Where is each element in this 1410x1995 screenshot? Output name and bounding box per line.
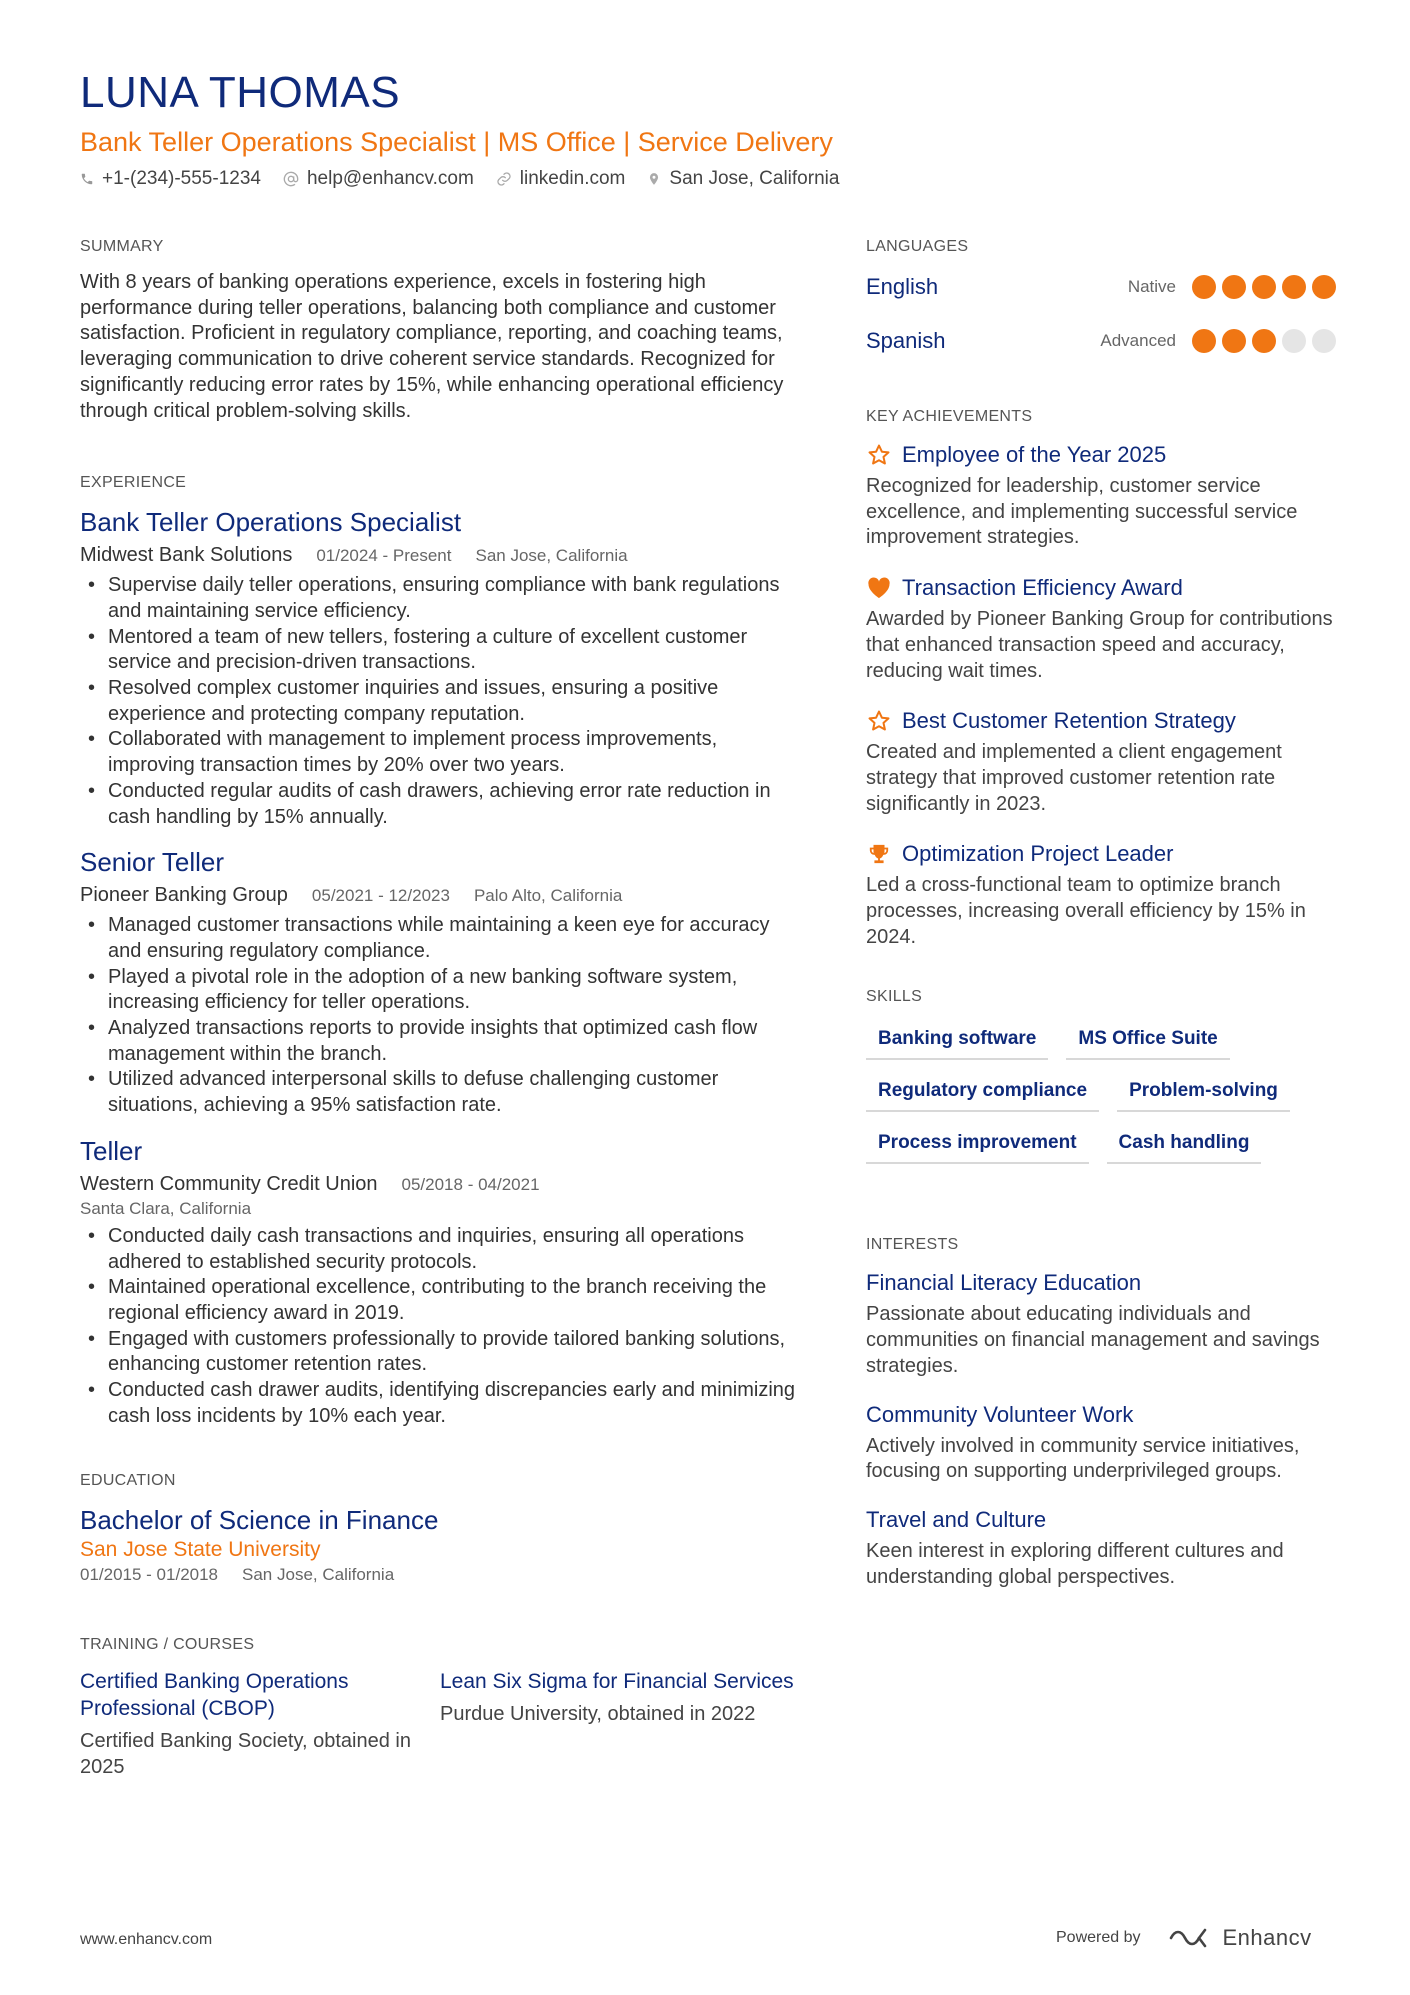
rating-dot-filled — [1222, 275, 1246, 299]
course-subtitle: Purdue University, obtained in 2022 — [440, 1702, 756, 1725]
left-column — [80, 238, 800, 1780]
bullet-item: • Collaborated with management to implement process improvements, improving transaction times by 20% over two years. — [80, 727, 800, 778]
candidate-headline: Bank Teller Operations Specialist | MS Office | Service Delivery — [80, 127, 833, 157]
language-name: Spanish — [866, 328, 946, 353]
bullet-item: • Supervise daily teller operations, ensuring compliance with bank regulations and maintaining service efficiency. — [80, 573, 800, 624]
job-dates: 05/2018 - 04/2021 — [401, 1174, 540, 1194]
education-degree: Bachelor of Science in Finance — [80, 1504, 439, 1535]
job-meta — [80, 542, 800, 569]
heart-icon — [866, 575, 892, 601]
section-title: EDUCATION — [80, 1471, 176, 1489]
section-title: INTERESTS — [866, 1236, 959, 1254]
course-item — [440, 1668, 800, 1780]
skill-list — [866, 1022, 1326, 1164]
achievement-title: Transaction Efficiency Award — [902, 575, 1183, 601]
bullet-item: • Resolved complex customer inquiries and issues, ensuring a positive experience and protecting company reputation. — [80, 676, 800, 727]
achievement-item — [866, 573, 1336, 684]
location-pin-icon — [647, 171, 661, 187]
job-meta — [80, 882, 800, 909]
course-item — [80, 1668, 440, 1780]
achievement-title: Employee of the Year 2025 — [902, 442, 1167, 467]
language-level: Native — [1127, 277, 1176, 296]
interest-title: Travel and Culture — [866, 1506, 1047, 1532]
job-company: Pioneer Banking Group — [80, 884, 288, 907]
at-icon — [283, 171, 299, 187]
contact-bar — [80, 168, 861, 190]
education-school: San Jose State University — [80, 1537, 321, 1561]
education-dates: 01/2015 - 01/2018 — [80, 1564, 219, 1584]
achievement-title: Best Customer Retention Strategy — [902, 708, 1236, 734]
achievement-item — [866, 839, 1336, 950]
rating-dot-empty — [1282, 329, 1306, 353]
summary-section — [80, 238, 800, 424]
job-entry — [80, 506, 800, 830]
job-company: Midwest Bank Solutions — [80, 544, 293, 567]
job-dates: 05/2021 - 12/2023 — [311, 886, 450, 906]
education-location: San Jose, California — [242, 1564, 395, 1584]
contact-location-text: San Jose, California — [669, 168, 840, 189]
job-company: Western Community Credit Union — [80, 1172, 378, 1195]
powered-by-label: Powered by — [1056, 1929, 1141, 1946]
bullet-item: • Utilized advanced interpersonal skills to defuse challenging customer situations, achieving a 95% satisfaction rate. — [80, 1067, 800, 1118]
bullet-item: • Mentored a team of new tellers, fostering a culture of excellent customer service and precision-driven transactions. — [80, 625, 800, 676]
bullet-item: • Played a pivotal role in the adoption of a new banking software system, increasing efficiency for teller operations. — [80, 965, 800, 1016]
star-outline-icon — [866, 708, 892, 734]
footer-branding[interactable] — [1056, 1925, 1312, 1951]
achievement-item — [866, 440, 1336, 551]
contact-location — [647, 168, 839, 190]
enhancv-logo-icon — [1167, 1925, 1215, 1951]
job-location: San Jose, California — [475, 546, 628, 566]
course-title: Lean Six Sigma for Financial Services — [440, 1669, 794, 1693]
summary-text: With 8 years of banking operations experience, excels in fostering high performance during teller operations, balancing both compliance and customer satisfaction. Proficient in regulatory compliance, reporting, and coaching teams, leveraging communication to drive coherent service standards. Recognized for significantly reducing error rates by 15%, while enhancing operational efficiency through critical problem-solving skills. — [80, 271, 784, 422]
bullet-item: • Maintained operational excellence, contributing to the branch receiving the regional efficiency award in 2019. — [80, 1275, 800, 1326]
achievements-section — [866, 408, 1336, 950]
achievement-item — [866, 706, 1336, 817]
job-bullets — [80, 913, 800, 1119]
section-title: EXPERIENCE — [80, 474, 187, 492]
job-title: Teller — [80, 1135, 143, 1166]
interest-item — [866, 1505, 1336, 1590]
rating-dot-filled — [1252, 329, 1276, 353]
course-title: Certified Banking Operations Professional (CBOP) — [80, 1669, 349, 1720]
job-entry — [80, 1135, 800, 1430]
job-location: Santa Clara, California — [80, 1198, 252, 1218]
job-location: Palo Alto, California — [473, 886, 623, 906]
interest-desc: Actively involved in community service initiatives, focusing on supporting underprivileged groups. — [866, 1434, 1300, 1483]
achievement-desc: Awarded by Pioneer Banking Group for contributions that enhanced transaction speed and accuracy, reducing wait times. — [866, 608, 1333, 682]
job-meta — [80, 1171, 800, 1198]
skill-tag: Cash handling — [1107, 1126, 1262, 1164]
star-outline-icon — [866, 442, 892, 468]
rating-dot-filled — [1222, 329, 1246, 353]
phone-icon — [80, 172, 94, 186]
languages-section — [866, 238, 1336, 368]
skill-tag: Banking software — [866, 1022, 1048, 1060]
right-column — [866, 238, 1336, 1610]
rating-dot-filled — [1192, 275, 1216, 299]
section-title: LANGUAGES — [866, 238, 969, 255]
experience-section — [80, 474, 800, 1429]
interest-title: Financial Literacy Education — [866, 1270, 1142, 1296]
job-entry — [80, 846, 800, 1119]
bullet-item: • Conducted daily cash transactions and inquiries, ensuring all operations adhered to established security protocols. — [80, 1224, 800, 1275]
interest-item — [866, 1268, 1336, 1379]
rating-dot-filled — [1282, 275, 1306, 299]
trophy-icon — [866, 841, 892, 867]
achievement-desc: Led a cross-functional team to optimize branch processes, increasing overall efficiency by 15% in 2024. — [866, 874, 1306, 948]
bullet-item: • Conducted regular audits of cash drawers, achieving error rate reduction in cash handling by 15% annually. — [80, 779, 800, 830]
link-icon — [496, 171, 512, 187]
section-title: SUMMARY — [80, 238, 164, 255]
skill-tag: Problem-solving — [1117, 1074, 1290, 1112]
brand-name: Enhancv — [1222, 1925, 1312, 1950]
job-bullets — [80, 1224, 800, 1430]
rating-dot-filled — [1192, 329, 1216, 353]
skill-tag: Process improvement — [866, 1126, 1089, 1164]
bullet-item: • Conducted cash drawer audits, identifying discrepancies early and minimizing cash loss incidents by 10% each year. — [80, 1378, 800, 1429]
contact-linkedin[interactable] — [496, 168, 626, 190]
section-title: SKILLS — [866, 988, 923, 1006]
job-title: Senior Teller — [80, 847, 225, 878]
rating-dot-empty — [1312, 329, 1336, 353]
contact-email[interactable] — [283, 168, 474, 190]
achievement-desc: Created and implemented a client engagement strategy that improved customer retention rate significantly in 2023. — [866, 741, 1282, 815]
job-dates: 01/2024 - Present — [316, 546, 452, 566]
bullet-item: • Managed customer transactions while maintaining a keen eye for accuracy and ensuring regulatory compliance. — [80, 913, 800, 964]
language-item — [866, 314, 1336, 368]
language-item — [866, 260, 1336, 314]
interest-title: Community Volunteer Work — [866, 1401, 1134, 1427]
interests-section — [866, 1236, 1336, 1590]
achievement-title: Optimization Project Leader — [902, 841, 1174, 867]
job-bullets — [80, 573, 800, 830]
training-section — [80, 1636, 800, 1780]
bullet-item: • Engaged with customers professionally to provide tailored banking solutions, enhancing customer retention rates. — [80, 1327, 800, 1378]
job-title: Bank Teller Operations Specialist — [80, 507, 462, 538]
language-name: English — [866, 274, 939, 299]
contact-phone[interactable] — [80, 168, 261, 190]
candidate-name: LUNA THOMAS — [80, 68, 401, 117]
contact-linkedin-text: linkedin.com — [519, 168, 626, 189]
education-meta — [80, 1564, 800, 1586]
bullet-item: • Analyzed transactions reports to provide insights that optimized cash flow management within the branch. — [80, 1016, 800, 1067]
skill-tag: Regulatory compliance — [866, 1074, 1099, 1112]
rating-dot-filled — [1252, 275, 1276, 299]
course-list — [80, 1668, 800, 1780]
interest-desc: Keen interest in exploring different cultures and understanding global perspectives. — [866, 1539, 1284, 1588]
interest-desc: Passionate about educating individuals and communities on financial management and savings strategies. — [866, 1303, 1320, 1377]
footer-website[interactable]: www.enhancv.com — [80, 1931, 213, 1948]
achievement-desc: Recognized for leadership, customer service excellence, and implementing successful service improvement strategies. — [866, 475, 1298, 549]
contact-phone-text: +1-(234)-555-1234 — [102, 168, 261, 189]
skills-section — [866, 988, 1336, 1164]
language-rating — [1192, 275, 1336, 299]
interest-item — [866, 1400, 1336, 1485]
education-section — [80, 1472, 800, 1586]
language-rating — [1192, 329, 1336, 353]
course-subtitle: Certified Banking Society, obtained in 2025 — [80, 1729, 411, 1778]
rating-dot-filled — [1312, 275, 1336, 299]
section-title: KEY ACHIEVEMENTS — [866, 408, 1033, 425]
section-title: TRAINING / COURSES — [80, 1635, 255, 1653]
skill-tag: MS Office Suite — [1066, 1022, 1229, 1060]
contact-email-text: help@enhancv.com — [306, 168, 474, 189]
language-level: Advanced — [1100, 331, 1176, 350]
